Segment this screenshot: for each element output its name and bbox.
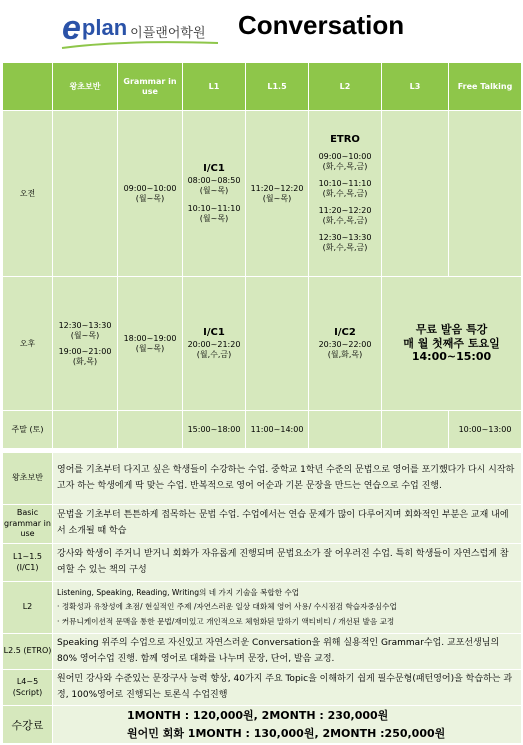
col-beginner: 왕초보반 xyxy=(53,63,118,111)
morning-free-talking xyxy=(449,111,522,277)
col-l3: L3 xyxy=(382,63,449,111)
morning-l2: ETRO 09:00~10:00 (화,수,목,금) 10:10~11:10 (화,수,목,금) 11:20~12:20 (화,수,목,금) 12:30~13:30 (화,수,목,금) xyxy=(309,111,382,277)
desc-text: Speaking 위주의 수업으로 자신있고 자연스러운 Conversation을 위해 실용적인 Grammar수업. 교포선생님의 80% 영어수업 진행. 함께 영어로 대화를 나누며 문장, 단어, 발음 교정. xyxy=(53,634,522,670)
afternoon-l2: I/C2 20:30~22:00 (월,화,목) xyxy=(309,277,382,411)
morning-l1: I/C1 08:00~08:50 (월~목) 10:10~11:10 (월~목) xyxy=(183,111,246,277)
desc-text: 문법을 기초부터 튼튼하게 접목하는 문법 수업. 수업에서는 연습 문제가 많이 다루어지며 회화적인 부분은 교재 내에서 소개될 때 학습 xyxy=(53,505,522,544)
desc-label: 왕초보반 xyxy=(3,453,53,505)
desc-row xyxy=(3,582,522,634)
col-grammar: Grammar in use xyxy=(118,63,183,111)
page-header xyxy=(0,0,523,60)
morning-row xyxy=(3,111,522,277)
logo-mark: e xyxy=(62,9,81,47)
morning-l3 xyxy=(382,111,449,277)
desc-row xyxy=(3,453,522,505)
desc-text: 강사와 학생이 주거니 받거니 회화가 자유롭게 진행되며 문법요소가 잘 어우러진 수업. 특히 학생들이 자연스럽게 참여할 수 있는 책의 구성 xyxy=(53,544,522,582)
desc-text: 원어민 강사와 수준있는 문장구사 능력 향상, 40가지 주요 Topic을 이해하기 쉽게 필수문형(패턴영어)을 학습하는 과정, 100%영어로 진행되는 토론식 수업진행 xyxy=(53,670,522,706)
weekend-l2 xyxy=(309,411,382,449)
desc-label: L2.5 (ETRO) xyxy=(3,634,53,670)
desc-label: L2 xyxy=(3,582,53,634)
col-free-talking: Free Talking xyxy=(449,63,522,111)
weekend-free-talking: 10:00~13:00 xyxy=(449,411,522,449)
desc-label: Basic grammar in use xyxy=(3,505,53,544)
afternoon-beginner: 12:30~13:30 (월~목) 19:00~21:00 (화,목) xyxy=(53,277,118,411)
desc-row xyxy=(3,505,522,544)
morning-grammar: 09:00~10:00 (월~목) xyxy=(118,111,183,277)
desc-row xyxy=(3,670,522,706)
desc-text: Listening, Speaking, Reading, Writing의 네 가지 기술을 복합한 수업 · 정확성과 유창성에 초점/ 현실적인 주제 /자연스러운 일상 대화체 영어 사용/ 수시점검 학습자중심수업 · 커뮤니케이션적 문맥을 통한 문법/재미있고 개인적으로 체험화된 말하기 액티비티 / 개선된 발음 교정 xyxy=(53,582,522,634)
col-l1: L1 xyxy=(183,63,246,111)
morning-l15: 11:20~12:20 (월~목) xyxy=(246,111,309,277)
logo-word: plan xyxy=(81,15,128,40)
morning-beginner xyxy=(53,111,118,277)
weekend-l3 xyxy=(382,411,449,449)
afternoon-l1: I/C1 20:00~21:20 (월,수,금) xyxy=(183,277,246,411)
course-description-table xyxy=(2,452,522,744)
weekend-grammar xyxy=(118,411,183,449)
fee-text: 1MONTH : 120,000원, 2MONTH : 230,000원 원어민 회화 1MONTH : 130,000원, 2MONTH :250,000원 xyxy=(53,706,522,744)
row-label-afternoon: 오후 xyxy=(3,277,53,411)
page-title: Conversation xyxy=(238,10,405,40)
desc-text: 영어를 기초부터 다지고 싶은 학생들이 수강하는 수업. 중학교 1학년 수준의 문법으로 영어를 포기했다가 다시 시작하고자 하는 학생에게 딱 맞는 수업. 반복적으로 영어 어순과 기본 문장을 만드는 연습으로 수업 진행. xyxy=(53,453,522,505)
desc-row xyxy=(3,544,522,582)
weekend-beginner xyxy=(53,411,118,449)
desc-label: L4~5 (Script) xyxy=(3,670,53,706)
weekend-l1: 15:00~18:00 xyxy=(183,411,246,449)
free-pronunciation-lecture: 무료 발음 특강 매 월 첫째주 토요일 14:00~15:00 xyxy=(382,277,522,411)
row-label-morning: 오전 xyxy=(3,111,53,277)
header-row xyxy=(3,63,522,111)
afternoon-l15 xyxy=(246,277,309,411)
fee-label: 수강료 xyxy=(3,706,53,744)
afternoon-grammar: 18:00~19:00 (월~목) xyxy=(118,277,183,411)
logo-swoosh-icon xyxy=(60,40,220,50)
header-corner xyxy=(3,63,53,111)
fee-row xyxy=(3,706,522,744)
schedule-table xyxy=(2,62,522,449)
row-label-weekend: 주말 (토) xyxy=(3,411,53,449)
weekend-l15: 11:00~14:00 xyxy=(246,411,309,449)
logo-korean: 이플랜어학원 xyxy=(130,25,206,41)
weekend-row xyxy=(3,411,522,449)
afternoon-row xyxy=(3,277,522,411)
col-l2: L2 xyxy=(309,63,382,111)
desc-row xyxy=(3,634,522,670)
col-l15: L1.5 xyxy=(246,63,309,111)
desc-label: L1~1.5 (I/C1) xyxy=(3,544,53,582)
